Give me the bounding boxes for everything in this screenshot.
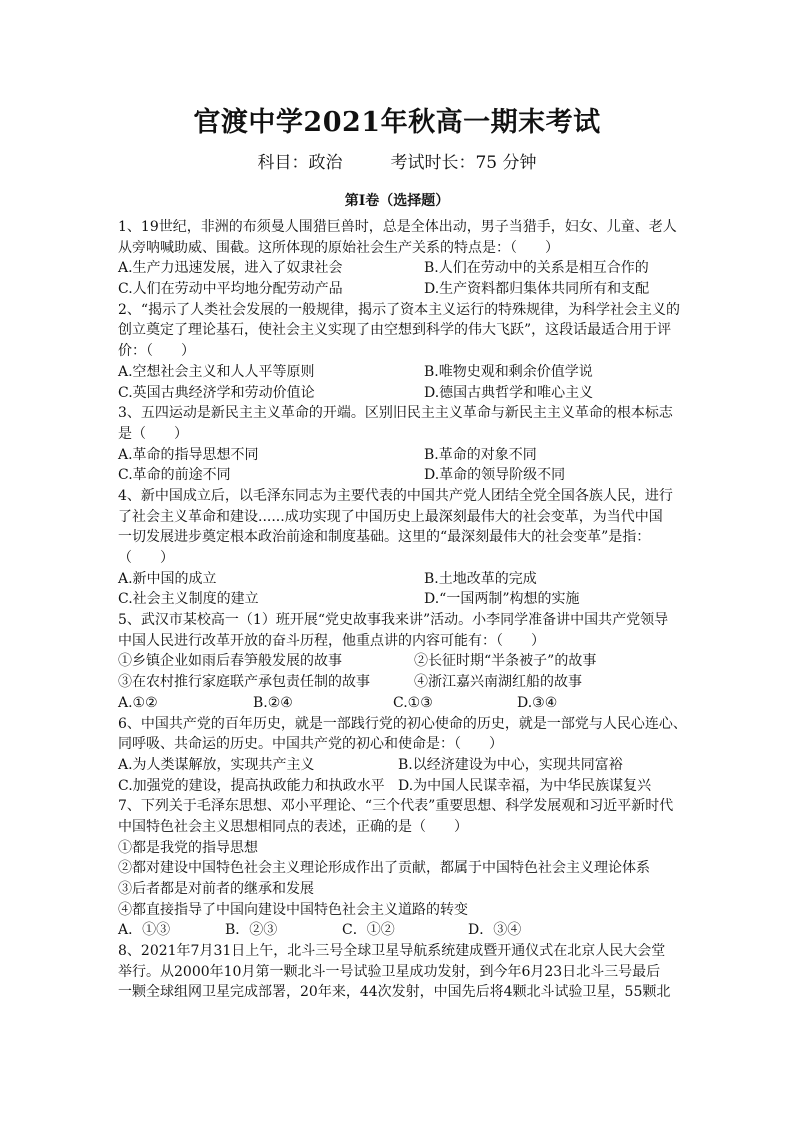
exam-title: 官渡中学2021年秋高一期末考试 (193, 107, 601, 138)
question-text: 举行。从2000年10月第一颗北斗一号试验卫星成功发射，到今年6月23日北斗三号最后 (118, 963, 661, 980)
option-c: C.加强党的建设，提高执政能力和执政水平 (118, 777, 385, 794)
exam-duration: 考试时长：75 分钟 (390, 153, 537, 173)
option-d: D.③④ (517, 694, 558, 711)
option-d: D.生产资料都归集体共同所有和支配 (424, 281, 650, 298)
option-c: C.人们在劳动中平均地分配劳动产品 (118, 281, 343, 298)
option-d: D.“一国两制”构想的实施 (424, 591, 580, 608)
question-6 (118, 714, 687, 797)
question-4 (118, 486, 684, 610)
option-a: A.新中国的成立 (118, 570, 217, 587)
option-c: C.革命的前途不同 (118, 467, 231, 484)
option-d: D．③④ (468, 922, 522, 939)
section-title: 第Ⅰ卷（选择题） (344, 193, 450, 209)
question-text: 2、“揭示了人类社会发展的一般规律，揭示了资本主义运行的特殊规律，为科学社会主义的 (118, 301, 681, 318)
option-b: B．②③ (225, 922, 278, 939)
option-a: A.生产力迅速发展，进入了奴隶社会 (118, 260, 343, 277)
question-text: 6、中国共产党的百年历史，就是一部践行党的初心使命的历史，就是一部党与人民心连心、 (118, 715, 687, 732)
statement-4: ④都直接指导了中国向建设中国特色社会主义道路的转变 (118, 901, 468, 918)
option-d: D.德国古典哲学和唯心主义 (424, 384, 594, 401)
statement-3: ③在农村推行家庭联产承包责任制的故事 (118, 674, 370, 691)
question-text: 1、19世纪，非洲的布须曼人围猎巨兽时，总是全体出动，男子当猎手，妇女、儿童、老人 (118, 219, 677, 235)
option-a: A.空想社会主义和人人平等原则 (118, 363, 315, 380)
question-text: 创立奠定了理论基石，使社会主义实现了由空想到科学的伟大飞跃”，这段话最适合用于评 (118, 322, 672, 339)
option-c: C.①③ (393, 694, 433, 711)
statement-1: ①乡镇企业如雨后春笋般发展的故事 (118, 653, 342, 670)
option-b: B.以经济建设为中心，实现共同富裕 (398, 756, 623, 773)
statement-2: ②都对建设中国特色社会主义理论形成作出了贡献，都属于中国特色社会主义理论体系 (118, 860, 650, 877)
statement-3: ③后者都是对前者的继承和发展 (118, 881, 314, 897)
option-a: A．①③ (118, 922, 171, 939)
statement-4: ④浙江嘉兴南湖红船的故事 (414, 674, 582, 691)
question-text: 3、五四运动是新民主主义革命的开端。区别旧民主主义革命与新民主主义革命的根本标志 (118, 405, 673, 422)
question-5 (118, 610, 684, 713)
question-text: 了社会主义革命和建设......成功实现了中国历史上最深刻最伟大的社会变革，为当代中国 (118, 508, 663, 525)
question-text: 中国特色社会主义思想相同点的表述，正确的是（ ） (118, 818, 468, 835)
question-1 (118, 217, 684, 300)
question-3 (118, 403, 684, 486)
question-8 (118, 941, 684, 1003)
exam-subject: 科目：政治 (257, 153, 343, 173)
option-b: B.革命的对象不同 (424, 446, 537, 463)
option-c: C.英国古典经济学和劳动价值论 (118, 384, 315, 401)
question-text: 8、2021年7月31日上午，北斗三号全球卫星导航系统建成暨开通仪式在北京人民大会堂 (118, 943, 666, 960)
option-d: D.革命的领导阶级不同 (424, 467, 566, 484)
question-2 (118, 300, 684, 403)
option-c: C．①② (342, 922, 395, 939)
question-text: 是（ ） (118, 425, 188, 442)
option-b: B.②④ (253, 694, 293, 711)
statement-2: ②长征时期“半条被子”的故事 (414, 653, 597, 670)
option-b: B.唯物史观和剩余价值学说 (424, 363, 593, 380)
question-text: 4、新中国成立后，以毛泽东同志为主要代表的中国共产党人团结全党全国各族人民，进行 (118, 487, 673, 504)
statement-1: ①都是我党的指导思想 (118, 839, 258, 856)
question-text: 同呼吸、共命运的历史。中国共产党的初心和使命是：（ ） (118, 736, 503, 753)
question-text: 7、下列关于毛泽东思想、邓小平理论、“三个代表”重要思想、科学发展观和习近平新时代 (118, 798, 674, 815)
question-text: 从旁呐喊助威、围截。这所体现的原始社会生产关系的特点是：（ ） (118, 239, 559, 256)
exam-info (0, 148, 794, 173)
option-a: A.①② (118, 694, 158, 711)
question-list (118, 217, 687, 1003)
question-text: 一切发展进步奠定根本政治前途和制度基础。这里的“最深刻最伟大的社会变革”是指： (118, 529, 651, 546)
option-b: B.人们在劳动中的关系是相互合作的 (424, 260, 649, 277)
option-a: A.为人类谋解放，实现共产主义 (118, 756, 315, 773)
option-b: B.土地改革的完成 (424, 570, 537, 587)
question-text: 价：（ ） (118, 343, 195, 360)
question-text: 一颗全球组网卫星完成部署，20年来，44次发射，中国先后将4颗北斗试验卫星，55颗北 (118, 984, 671, 1001)
option-d: D.为中国人民谋幸福，为中华民族谋复兴 (398, 777, 652, 794)
question-text: 5、武汉市某校高一（1）班开展“党史故事我来讲”活动。小李同学准备讲中国共产党领导 (118, 612, 669, 629)
option-a: A.革命的指导思想不同 (118, 446, 259, 463)
question-text: （ ） (118, 550, 174, 566)
option-c: C.社会主义制度的建立 (118, 591, 259, 608)
question-text: 中国人民进行改革开放的奋斗历程，他重点讲的内容可能有：（ ） (118, 632, 545, 649)
question-7 (118, 796, 684, 941)
